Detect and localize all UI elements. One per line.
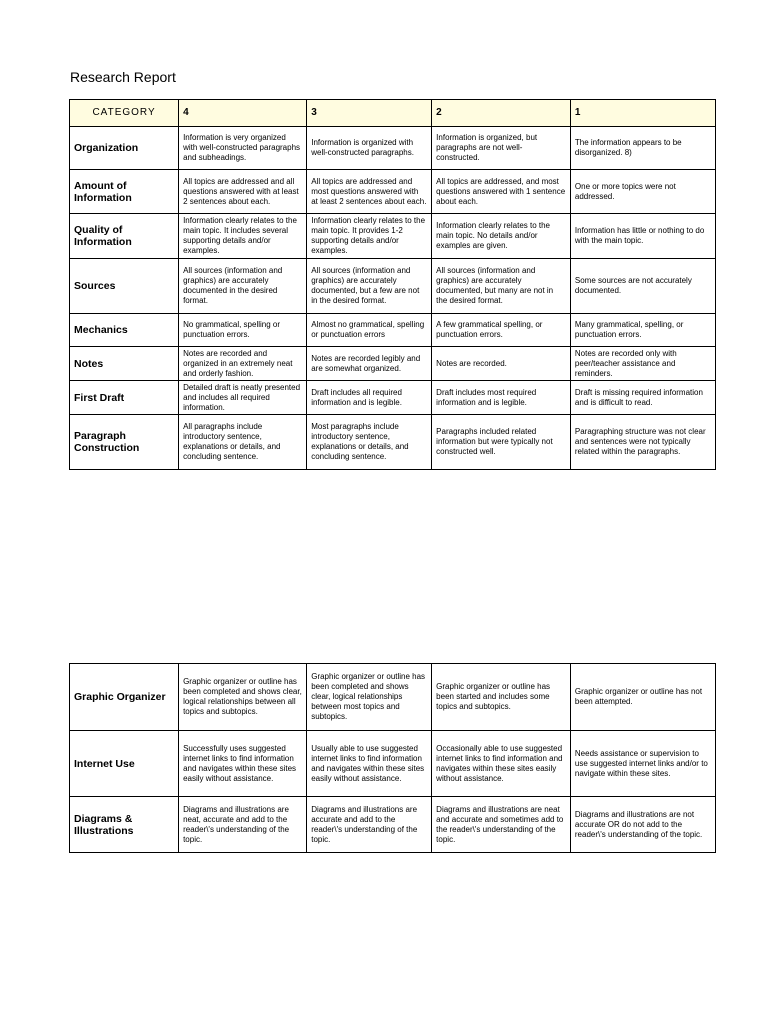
row-category: Graphic Organizer <box>70 664 179 731</box>
page-title: Research Report <box>70 69 176 85</box>
table-cell: Graphic organizer or outline has not been attempted. <box>570 664 715 731</box>
table-row <box>70 664 716 731</box>
header-score-1: 1 <box>570 100 715 127</box>
table-row <box>70 731 716 797</box>
table-cell: All sources (information and graphics) are accurately documented, but many are not in the desired format. <box>432 259 571 314</box>
rubric-table-continued <box>69 663 716 853</box>
table-cell: All topics are addressed and all questions answered with at least 2 sentences about each. <box>179 170 307 214</box>
table-cell: Information clearly relates to the main topic. It provides 1-2 supporting details and/or examples. <box>307 214 432 259</box>
table-cell: Information is organized with well-constructed paragraphs. <box>307 127 432 170</box>
row-category: First Draft <box>70 381 179 415</box>
table-row <box>70 797 716 853</box>
header-category: CATEGORY <box>70 100 179 127</box>
table-cell: Successfully uses suggested internet links to find information and navigates within these sites easily without assistance. <box>179 731 307 797</box>
table-cell: Almost no grammatical, spelling or punctuation errors <box>307 314 432 347</box>
rubric-table <box>69 99 716 470</box>
table-row <box>70 347 716 381</box>
header-score-3: 3 <box>307 100 432 127</box>
row-category: Paragraph Construction <box>70 415 179 470</box>
table-cell: The information appears to be disorganized. 8) <box>570 127 715 170</box>
table-cell: Occasionally able to use suggested internet links to find information and navigates within these sites easily without assistance. <box>432 731 571 797</box>
table-cell: A few grammatical spelling, or punctuation errors. <box>432 314 571 347</box>
table-cell: Information clearly relates to the main topic. No details and/or examples are given. <box>432 214 571 259</box>
table-cell: Graphic organizer or outline has been completed and shows clear, logical relationships between most topics and subtopics. <box>307 664 432 731</box>
header-score-2: 2 <box>432 100 571 127</box>
table-cell: Draft includes most required information and is legible. <box>432 381 571 415</box>
table-cell: Notes are recorded and organized in an extremely neat and orderly fashion. <box>179 347 307 381</box>
table-row <box>70 127 716 170</box>
table-cell: All paragraphs include introductory sentence, explanations or details, and concluding sentence. <box>179 415 307 470</box>
table-cell: One or more topics were not addressed. <box>570 170 715 214</box>
table-cell: Diagrams and illustrations are neat and accurate and sometimes add to the reader\'s understanding of the topic. <box>432 797 571 853</box>
table-cell: Diagrams and illustrations are accurate and add to the reader\'s understanding of the topic. <box>307 797 432 853</box>
table-row <box>70 381 716 415</box>
table-cell: Draft is missing required information and is difficult to read. <box>570 381 715 415</box>
table-cell: Diagrams and illustrations are not accurate OR do not add to the reader\'s understanding of the topic. <box>570 797 715 853</box>
row-category: Organization <box>70 127 179 170</box>
table-cell: Some sources are not accurately documented. <box>570 259 715 314</box>
row-category: Diagrams & Illustrations <box>70 797 179 853</box>
table-cell: All sources (information and graphics) are accurately documented in the desired format. <box>179 259 307 314</box>
table-cell: Notes are recorded only with peer/teacher assistance and reminders. <box>570 347 715 381</box>
row-category: Mechanics <box>70 314 179 347</box>
table-cell: No grammatical, spelling or punctuation errors. <box>179 314 307 347</box>
table-row <box>70 214 716 259</box>
table-row <box>70 415 716 470</box>
table-cell: Draft includes all required information and is legible. <box>307 381 432 415</box>
row-category: Quality of Information <box>70 214 179 259</box>
table-cell: Paragraphing structure was not clear and sentences were not typically related within the paragraphs. <box>570 415 715 470</box>
table-row <box>70 314 716 347</box>
table-cell: Diagrams and illustrations are neat, accurate and add to the reader\'s understanding of the topic. <box>179 797 307 853</box>
row-category: Amount of Information <box>70 170 179 214</box>
table-cell: Notes are recorded. <box>432 347 571 381</box>
table-cell: Many grammatical, spelling, or punctuation errors. <box>570 314 715 347</box>
table-cell: Usually able to use suggested internet links to find information and navigates within these sites easily without assistance. <box>307 731 432 797</box>
table-cell: Needs assistance or supervision to use suggested internet links and/or to navigate within these sites. <box>570 731 715 797</box>
table-cell: Notes are recorded legibly and are somewhat organized. <box>307 347 432 381</box>
table-cell: Graphic organizer or outline has been started and includes some topics and subtopics. <box>432 664 571 731</box>
table-cell: All sources (information and graphics) are accurately documented, but a few are not in the desired format. <box>307 259 432 314</box>
header-score-4: 4 <box>179 100 307 127</box>
table-cell: Information is very organized with well-constructed paragraphs and subheadings. <box>179 127 307 170</box>
table-header-row <box>70 100 716 127</box>
table-cell: Graphic organizer or outline has been completed and shows clear, logical relationships between all topics and subtopics. <box>179 664 307 731</box>
table-cell: Information has little or nothing to do with the main topic. <box>570 214 715 259</box>
table-cell: All topics are addressed and most questions answered with at least 2 sentences about each. <box>307 170 432 214</box>
table-cell: Information is organized, but paragraphs are not well-constructed. <box>432 127 571 170</box>
row-category: Notes <box>70 347 179 381</box>
table-row <box>70 259 716 314</box>
table-cell: Paragraphs included related information but were typically not constructed well. <box>432 415 571 470</box>
row-category: Sources <box>70 259 179 314</box>
row-category: Internet Use <box>70 731 179 797</box>
table-cell: Most paragraphs include introductory sentence, explanations or details, and concluding sentence. <box>307 415 432 470</box>
table-cell: Information clearly relates to the main topic. It includes several supporting details and/or examples. <box>179 214 307 259</box>
table-row <box>70 170 716 214</box>
table-cell: Detailed draft is neatly presented and includes all required information. <box>179 381 307 415</box>
table-cell: All topics are addressed, and most questions answered with 1 sentence about each. <box>432 170 571 214</box>
